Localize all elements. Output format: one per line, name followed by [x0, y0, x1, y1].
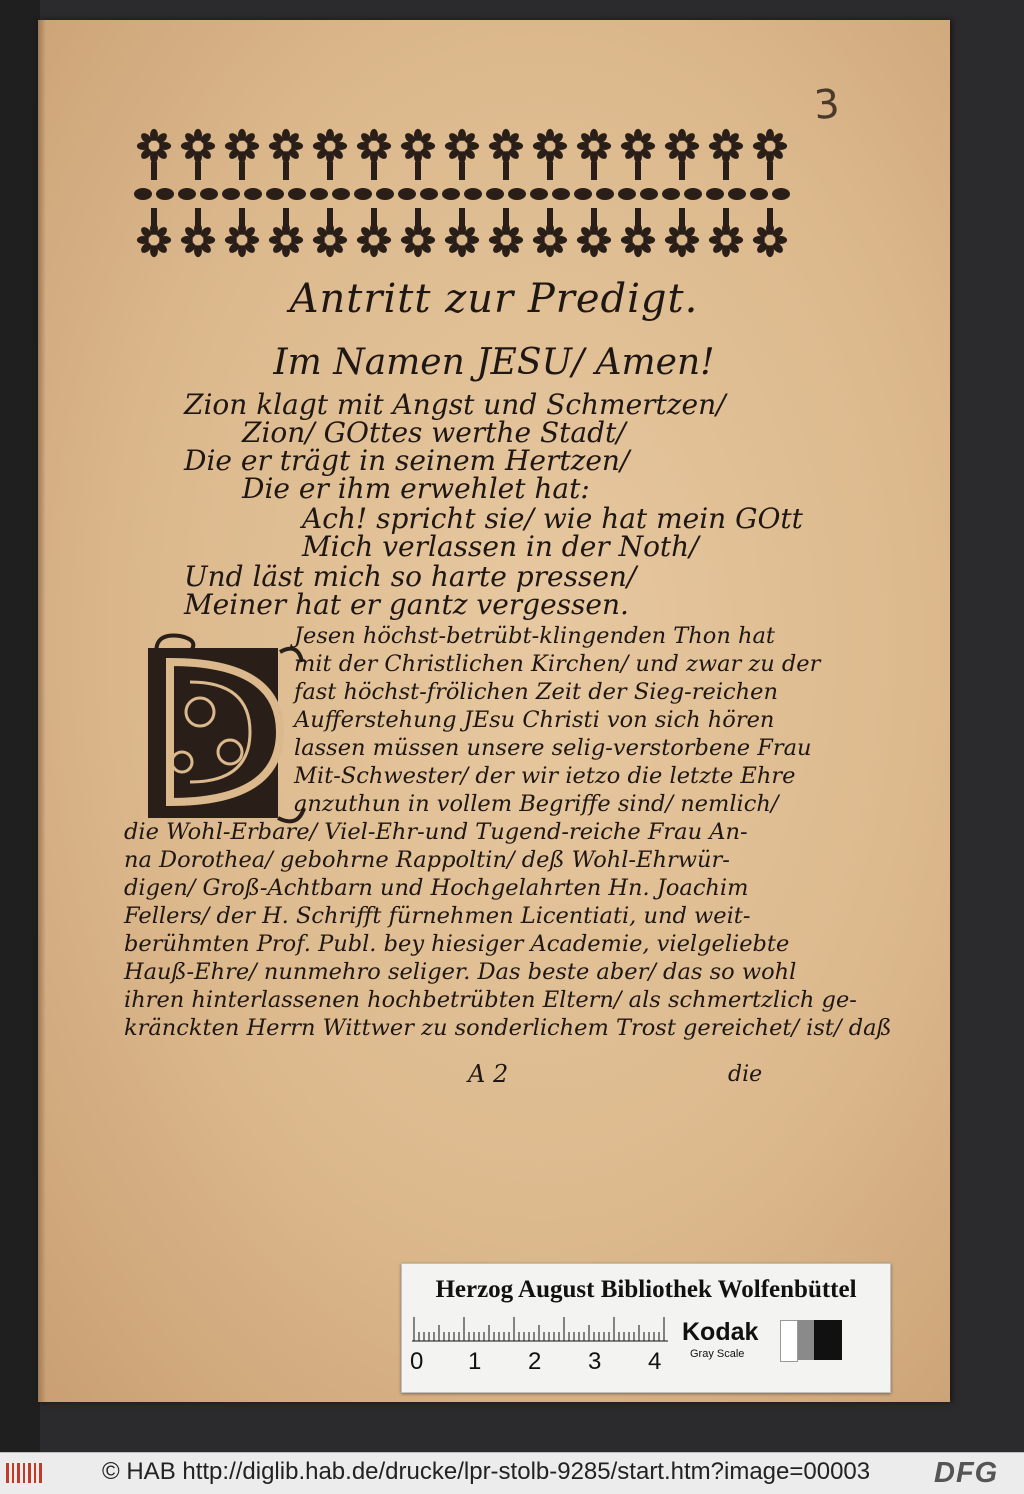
page-subtitle: Im Namen JESU/ Amen!	[273, 342, 715, 383]
page-number: 3	[812, 81, 842, 129]
body-line: na Dorothea/ gebohrne Rappoltin/ deß Wohl-Ehrwür-	[124, 847, 730, 873]
verse-line: Ach! spricht sie/ wie hat mein GOtt	[302, 502, 803, 535]
body-line: Mit-Schwester/ der wir ietzo die letzte Ehre	[294, 763, 796, 789]
swatch-black	[814, 1320, 842, 1360]
decorated-initial-d-icon	[130, 622, 308, 832]
gray-swatches	[780, 1320, 844, 1360]
scan-background	[0, 0, 40, 1452]
body-line: Fellers/ der H. Schrifft fürnehmen Licentiati, und weit-	[124, 903, 751, 929]
verse-line: Zion/ GOttes werthe Stadt/	[242, 416, 626, 449]
library-label-card	[401, 1263, 891, 1393]
page-title: Antritt zur Predigt.	[289, 276, 699, 322]
ruler-number: 4	[648, 1348, 662, 1375]
verse-line: Zion klagt mit Angst und Schmertzen/	[184, 388, 726, 421]
floral-border-icon	[132, 120, 792, 268]
ruler-number: 1	[468, 1348, 482, 1375]
body-line: anzuthun in vollem Begriffe sind/ nemlich/	[294, 791, 779, 817]
ruler-number: 0	[410, 1348, 424, 1375]
ruler-number: 2	[528, 1348, 542, 1375]
dfg-logo[interactable]: DFG	[934, 1457, 999, 1489]
document-page	[38, 20, 950, 1402]
signature-mark: A 2	[468, 1060, 509, 1088]
body-line: digen/ Groß-Achtbarn und Hochgelahrten Hn. Joachim	[124, 875, 749, 901]
ruler-number: 3	[588, 1348, 602, 1375]
verse-line: Und läst mich so harte pressen/	[184, 560, 637, 593]
footer-bar	[0, 1452, 1024, 1494]
body-line: Aufferstehung JEsu Christi von sich hören	[294, 707, 775, 733]
swatch-white	[780, 1320, 798, 1362]
body-line: lassen müssen unsere selig-verstorbene Frau	[294, 735, 812, 761]
verse-line: Meiner hat er gantz vergessen.	[184, 588, 629, 621]
verse-line: Die er ihm erwehlet hat:	[242, 472, 590, 505]
body-line: fast höchst-frölichen Zeit der Sieg-reichen	[294, 679, 778, 705]
body-line: berühmten Prof. Publ. bey hiesiger Academie, vielgeliebte	[124, 931, 790, 957]
body-line: kränckten Herrn Wittwer zu sonderlichem Trost gereichet/ ist/ daß	[124, 1015, 892, 1041]
body-line: Jesen höchst-betrübt-klingenden Thon hat	[294, 623, 775, 649]
body-line: ihren hinterlassenen hochbetrübten Eltern/ als schmertzlich ge-	[124, 987, 857, 1013]
body-line: die Wohl-Erbare/ Viel-Ehr-und Tugend-reiche Frau An-	[124, 819, 748, 845]
copyright-url[interactable]: © HAB http://diglib.hab.de/drucke/lpr-stolb-9285/start.htm?image=00003	[102, 1458, 871, 1485]
gray-scale-label: Gray Scale	[690, 1348, 745, 1360]
ruler-icon	[412, 1314, 668, 1342]
verse-line: Die er trägt in seinem Hertzen/	[184, 444, 630, 477]
swatch-gray	[798, 1320, 814, 1360]
page-fold-shadow	[38, 20, 46, 1402]
body-line: Hauß-Ehre/ nunmehro seliger. Das beste aber/ das so wohl	[124, 959, 797, 985]
body-line: mit der Christlichen Kirchen/ und zwar zu der	[294, 651, 821, 677]
barcode-icon	[6, 1459, 46, 1487]
kodak-brand: Kodak	[682, 1318, 759, 1346]
library-name: Herzog August Bibliothek Wolfenbüttel	[435, 1276, 857, 1303]
catchword: die	[728, 1062, 763, 1087]
verse-line: Mich verlassen in der Noth/	[302, 530, 699, 563]
ruler-scale	[410, 1348, 680, 1378]
